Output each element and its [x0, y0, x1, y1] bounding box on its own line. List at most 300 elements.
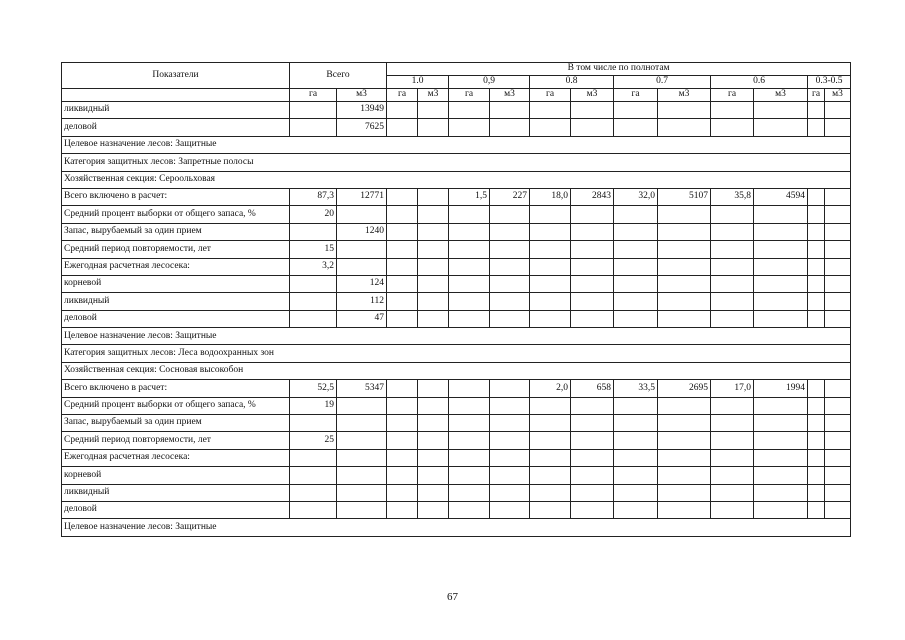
- table-cell: [490, 119, 530, 136]
- table-cell: [418, 415, 449, 432]
- table-cell: [711, 449, 754, 466]
- table-row: [62, 241, 851, 258]
- table-cell: [808, 432, 825, 449]
- table-cell: [449, 275, 490, 292]
- table-cell: [711, 102, 754, 119]
- table-cell: [490, 293, 530, 310]
- table-row: [62, 449, 851, 466]
- table-cell: [754, 397, 808, 414]
- forest-calc-table: [61, 62, 851, 537]
- table-cell: 5347: [337, 380, 387, 397]
- table-cell: [449, 415, 490, 432]
- header-blank: [62, 89, 290, 102]
- table-cell: [418, 293, 449, 310]
- header-unit: га: [387, 89, 418, 102]
- row-label: ликвидный: [62, 102, 290, 119]
- table-cell: [387, 449, 418, 466]
- table-cell: [337, 484, 387, 501]
- table-cell: [418, 432, 449, 449]
- table-cell: [754, 241, 808, 258]
- table-cell: [571, 119, 614, 136]
- table-cell: [614, 467, 658, 484]
- header-unit: га: [290, 89, 337, 102]
- table-cell: [808, 449, 825, 466]
- header-density-0-7: 0.7: [614, 76, 711, 89]
- table-cell: [571, 241, 614, 258]
- row-label: Средний процент выборки от общего запаса, %: [62, 206, 290, 223]
- table-row: [62, 258, 851, 275]
- table-cell: [290, 275, 337, 292]
- table-cell: [290, 293, 337, 310]
- table-cell: 1994: [754, 380, 808, 397]
- header-unit: м3: [571, 89, 614, 102]
- table-row: [62, 223, 851, 240]
- table-cell: [658, 258, 711, 275]
- table-cell: [530, 310, 571, 327]
- table-cell: [418, 310, 449, 327]
- table-cell: [808, 415, 825, 432]
- table-header: [62, 63, 851, 102]
- table-cell: [711, 310, 754, 327]
- table-cell: [337, 241, 387, 258]
- table-cell: [490, 484, 530, 501]
- table-cell: [808, 467, 825, 484]
- table-cell: 12771: [337, 188, 387, 205]
- header-density-0-6: 0.6: [711, 76, 808, 89]
- table-cell: [658, 241, 711, 258]
- table-cell: [387, 380, 418, 397]
- table-cell: [337, 258, 387, 275]
- section-row: [62, 171, 851, 188]
- table-cell: [490, 310, 530, 327]
- header-unit: га: [614, 89, 658, 102]
- table-cell: [290, 467, 337, 484]
- table-cell: [571, 258, 614, 275]
- table-cell: [387, 293, 418, 310]
- table-cell: [490, 241, 530, 258]
- table-cell: [530, 467, 571, 484]
- table-cell: [530, 415, 571, 432]
- table-cell: [754, 432, 808, 449]
- table-cell: [754, 484, 808, 501]
- table-cell: [530, 432, 571, 449]
- table-cell: [387, 119, 418, 136]
- table-cell: [571, 415, 614, 432]
- section-row: [62, 519, 851, 536]
- table-cell: [825, 102, 851, 119]
- header-unit: га: [808, 89, 825, 102]
- table-row: [62, 484, 851, 501]
- table-cell: [825, 258, 851, 275]
- table-cell: [490, 206, 530, 223]
- table-row: [62, 310, 851, 327]
- table-cell: [449, 397, 490, 414]
- table-cell: [449, 258, 490, 275]
- table-cell: [571, 310, 614, 327]
- header-unit: м3: [337, 89, 387, 102]
- table-cell: 19: [290, 397, 337, 414]
- header-unit: м3: [825, 89, 851, 102]
- table-cell: [571, 206, 614, 223]
- table-cell: [449, 119, 490, 136]
- table-cell: [658, 467, 711, 484]
- table-cell: 20: [290, 206, 337, 223]
- table-cell: [825, 484, 851, 501]
- table-cell: [754, 258, 808, 275]
- table-cell: [658, 432, 711, 449]
- table-cell: [490, 102, 530, 119]
- table-cell: [658, 293, 711, 310]
- table-cell: [530, 397, 571, 414]
- table-cell: 35,8: [711, 188, 754, 205]
- section-label: Хозяйственная секция: Сероольховая: [62, 171, 851, 188]
- table-cell: [449, 293, 490, 310]
- row-label: Средний процент выборки от общего запаса, %: [62, 397, 290, 414]
- table-cell: [490, 380, 530, 397]
- table-cell: [290, 415, 337, 432]
- table-cell: 17,0: [711, 380, 754, 397]
- table-row: [62, 380, 851, 397]
- row-label: корневой: [62, 275, 290, 292]
- table-cell: [387, 275, 418, 292]
- table-cell: [418, 223, 449, 240]
- table-cell: [571, 102, 614, 119]
- header-unit: м3: [418, 89, 449, 102]
- table-cell: 13949: [337, 102, 387, 119]
- table-cell: [658, 310, 711, 327]
- table-cell: [418, 206, 449, 223]
- table-cell: [530, 501, 571, 518]
- table-cell: [711, 397, 754, 414]
- table-cell: [711, 293, 754, 310]
- table-cell: [825, 223, 851, 240]
- table-cell: [337, 206, 387, 223]
- table-cell: [571, 275, 614, 292]
- table-cell: [658, 206, 711, 223]
- header-unit: га: [530, 89, 571, 102]
- header-density-0-8: 0.8: [530, 76, 614, 89]
- table-cell: [490, 415, 530, 432]
- table-cell: [449, 223, 490, 240]
- header-density-1-0: 1.0: [387, 76, 449, 89]
- row-label: Средний период повторяемости, лет: [62, 432, 290, 449]
- table-cell: 7625: [337, 119, 387, 136]
- row-label: Средний период повторяемости, лет: [62, 241, 290, 258]
- table-cell: [571, 501, 614, 518]
- table-cell: [711, 467, 754, 484]
- table-cell: [825, 467, 851, 484]
- table-cell: [449, 380, 490, 397]
- table-cell: [490, 223, 530, 240]
- table-cell: [337, 449, 387, 466]
- table-cell: [530, 119, 571, 136]
- row-label: Ежегодная расчетная лесосека:: [62, 258, 290, 275]
- table-cell: [808, 206, 825, 223]
- row-label: деловой: [62, 119, 290, 136]
- row-label: ликвидный: [62, 293, 290, 310]
- table-cell: [808, 258, 825, 275]
- table-cell: 227: [490, 188, 530, 205]
- table-cell: [808, 310, 825, 327]
- table-cell: [530, 275, 571, 292]
- table-cell: [614, 484, 658, 501]
- table-cell: 658: [571, 380, 614, 397]
- table-cell: [614, 415, 658, 432]
- table-cell: [754, 206, 808, 223]
- header-unit: м3: [490, 89, 530, 102]
- table-cell: 18,0: [530, 188, 571, 205]
- table-cell: [449, 206, 490, 223]
- table-cell: [290, 119, 337, 136]
- page-number: 67: [447, 591, 458, 603]
- table-cell: [614, 119, 658, 136]
- table-cell: [711, 223, 754, 240]
- table-cell: [614, 223, 658, 240]
- table-cell: [571, 293, 614, 310]
- header-indicators: Показатели: [62, 63, 290, 89]
- table-cell: [290, 449, 337, 466]
- table-cell: [337, 397, 387, 414]
- section-label: Категория защитных лесов: Запретные полосы: [62, 154, 851, 171]
- table-cell: [754, 449, 808, 466]
- table-cell: [387, 188, 418, 205]
- table-cell: 2695: [658, 380, 711, 397]
- row-label: Ежегодная расчетная лесосека:: [62, 449, 290, 466]
- table-cell: [614, 310, 658, 327]
- table-cell: [614, 275, 658, 292]
- table-cell: [825, 415, 851, 432]
- table-cell: 33,5: [614, 380, 658, 397]
- table-cell: [658, 449, 711, 466]
- row-label: Всего включено в расчет:: [62, 188, 290, 205]
- row-label: Запас, вырубаемый за один прием: [62, 415, 290, 432]
- table-cell: [387, 223, 418, 240]
- table-cell: [490, 258, 530, 275]
- row-label: Всего включено в расчет:: [62, 380, 290, 397]
- table-cell: [754, 501, 808, 518]
- table-cell: [490, 397, 530, 414]
- table-cell: [711, 432, 754, 449]
- table-cell: [290, 102, 337, 119]
- table-cell: 52,5: [290, 380, 337, 397]
- table-cell: [711, 258, 754, 275]
- table-cell: [808, 119, 825, 136]
- table-cell: [449, 241, 490, 258]
- table-cell: [418, 275, 449, 292]
- table-cell: [825, 501, 851, 518]
- table-cell: [387, 102, 418, 119]
- table-cell: [490, 467, 530, 484]
- table-cell: [530, 206, 571, 223]
- table-cell: [530, 258, 571, 275]
- table-cell: [825, 119, 851, 136]
- table-row: [62, 415, 851, 432]
- table-cell: [290, 484, 337, 501]
- table-cell: [711, 206, 754, 223]
- table-cell: [614, 397, 658, 414]
- row-label: корневой: [62, 467, 290, 484]
- table-cell: [387, 397, 418, 414]
- section-row: [62, 362, 851, 379]
- table-cell: [290, 223, 337, 240]
- table-cell: [418, 467, 449, 484]
- table-row: [62, 188, 851, 205]
- table-cell: [658, 119, 711, 136]
- header-density-0-3-0-5: 0.3-0.5: [808, 76, 851, 89]
- table-cell: [387, 310, 418, 327]
- table-cell: [614, 241, 658, 258]
- table-cell: [658, 275, 711, 292]
- table-cell: [711, 119, 754, 136]
- table-cell: [808, 380, 825, 397]
- header-by-density: В том числе по полнотам: [387, 63, 851, 76]
- header-unit: га: [711, 89, 754, 102]
- table-row: [62, 275, 851, 292]
- table-cell: [571, 397, 614, 414]
- table-cell: [418, 241, 449, 258]
- table-cell: [418, 380, 449, 397]
- table-cell: [449, 432, 490, 449]
- table-cell: [449, 501, 490, 518]
- table-cell: [530, 293, 571, 310]
- table-cell: [418, 188, 449, 205]
- table-cell: [825, 188, 851, 205]
- section-label: Категория защитных лесов: Леса водоохранных зон: [62, 345, 851, 362]
- table-cell: [449, 310, 490, 327]
- table-cell: [754, 467, 808, 484]
- table-cell: [387, 415, 418, 432]
- header-unit: м3: [658, 89, 711, 102]
- table-cell: [808, 397, 825, 414]
- table-cell: [614, 449, 658, 466]
- table-cell: [614, 432, 658, 449]
- table-cell: 4594: [754, 188, 808, 205]
- table-cell: [754, 275, 808, 292]
- table-cell: 47: [337, 310, 387, 327]
- header-total: Всего: [290, 63, 387, 89]
- table-cell: [754, 102, 808, 119]
- section-row: [62, 328, 851, 345]
- table-cell: [711, 501, 754, 518]
- table-cell: [754, 415, 808, 432]
- table-cell: [387, 258, 418, 275]
- table-row: [62, 119, 851, 136]
- table-cell: 32,0: [614, 188, 658, 205]
- table-cell: [808, 241, 825, 258]
- table-cell: 112: [337, 293, 387, 310]
- table-cell: [754, 310, 808, 327]
- table-cell: [808, 188, 825, 205]
- table-cell: [825, 432, 851, 449]
- table-cell: [387, 432, 418, 449]
- table-cell: [658, 223, 711, 240]
- table-cell: [825, 397, 851, 414]
- table-cell: [825, 380, 851, 397]
- table-cell: [387, 501, 418, 518]
- table-cell: [754, 223, 808, 240]
- table-row: [62, 206, 851, 223]
- table-cell: 5107: [658, 188, 711, 205]
- table-cell: [808, 102, 825, 119]
- table-cell: [387, 484, 418, 501]
- table-cell: [490, 432, 530, 449]
- table-cell: [808, 275, 825, 292]
- table-cell: [754, 293, 808, 310]
- table-cell: [418, 102, 449, 119]
- table-cell: [530, 484, 571, 501]
- table-cell: [825, 206, 851, 223]
- table-cell: [658, 501, 711, 518]
- table-cell: 2843: [571, 188, 614, 205]
- section-label: Хозяйственная секция: Сосновая высокобон: [62, 362, 851, 379]
- table-cell: [711, 241, 754, 258]
- table-row: [62, 293, 851, 310]
- table-row: [62, 102, 851, 119]
- table-cell: [418, 258, 449, 275]
- table-cell: [825, 275, 851, 292]
- header-unit: м3: [754, 89, 808, 102]
- table-cell: [614, 258, 658, 275]
- section-row: [62, 136, 851, 153]
- table-cell: [754, 119, 808, 136]
- table-cell: [337, 432, 387, 449]
- table-body: [62, 102, 851, 537]
- table-cell: 1,5: [449, 188, 490, 205]
- row-label: деловой: [62, 501, 290, 518]
- table-cell: [449, 467, 490, 484]
- table-cell: [290, 501, 337, 518]
- header-density-0-9: 0,9: [449, 76, 530, 89]
- table-cell: [614, 501, 658, 518]
- table-cell: [571, 432, 614, 449]
- table-cell: [614, 206, 658, 223]
- table-cell: [337, 501, 387, 518]
- table-cell: 124: [337, 275, 387, 292]
- table-cell: [825, 241, 851, 258]
- table-cell: [808, 223, 825, 240]
- table-cell: [571, 484, 614, 501]
- table-cell: [825, 449, 851, 466]
- table-row: [62, 467, 851, 484]
- table-row: [62, 432, 851, 449]
- table-cell: [808, 501, 825, 518]
- table-cell: [387, 206, 418, 223]
- table-cell: [387, 241, 418, 258]
- table-cell: [449, 484, 490, 501]
- table-cell: [571, 449, 614, 466]
- table-cell: [490, 501, 530, 518]
- table-cell: [658, 102, 711, 119]
- table-cell: [290, 310, 337, 327]
- table-cell: [711, 415, 754, 432]
- table-cell: [490, 275, 530, 292]
- table-cell: [614, 102, 658, 119]
- table-cell: [490, 449, 530, 466]
- table-cell: [418, 397, 449, 414]
- table-cell: [711, 275, 754, 292]
- table-row: [62, 501, 851, 518]
- row-label: деловой: [62, 310, 290, 327]
- table-cell: [658, 484, 711, 501]
- header-unit: га: [449, 89, 490, 102]
- section-label: Целевое назначение лесов: Защитные: [62, 136, 851, 153]
- table-cell: [571, 223, 614, 240]
- table-cell: [808, 484, 825, 501]
- table-cell: 1240: [337, 223, 387, 240]
- table-cell: [571, 467, 614, 484]
- table-cell: 15: [290, 241, 337, 258]
- table-cell: [418, 449, 449, 466]
